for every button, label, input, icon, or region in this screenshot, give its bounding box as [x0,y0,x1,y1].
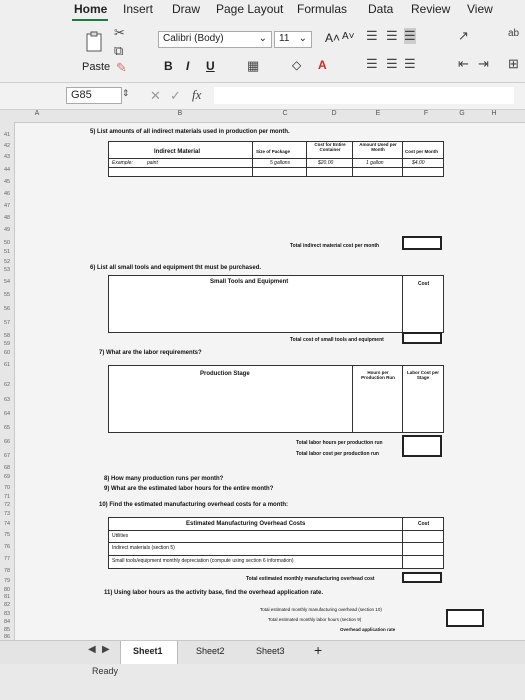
name-box[interactable] [66,87,122,104]
header-small-tools: Small Tools and Equipment [210,279,289,285]
tab-review[interactable]: Review [411,2,451,16]
overhead-row-materials: Indirect materials (section 5) [112,545,175,551]
table-divider [402,275,403,333]
row-number[interactable]: 83 [3,611,11,617]
row-number[interactable]: 56 [3,306,11,312]
header-indirect-material: Indirect Material [154,149,201,155]
confirm-button[interactable]: ✓ [170,88,181,103]
cancel-button[interactable]: ✕ [150,88,161,103]
row-number[interactable]: 74 [3,521,11,527]
outdent-icon[interactable]: ⇥ [478,56,489,71]
row-number[interactable]: 50 [3,240,11,246]
row-number[interactable]: 76 [3,544,11,550]
header-cost: Cost [418,281,430,287]
align-bottom-icon[interactable]: ☰ [404,28,416,43]
font-size-select[interactable] [274,31,312,48]
header-size-of-package: Size of Package [256,149,291,154]
column-g[interactable]: G [459,110,465,117]
table-divider [108,158,444,159]
total-labor-cells[interactable] [402,435,442,457]
question-5: 5) List amounts of all indirect materials used in production per month. [90,129,290,135]
row-number[interactable]: 66 [3,439,11,445]
row-number[interactable]: 65 [3,425,11,431]
row-number[interactable]: 47 [3,203,11,209]
sheet-tab-3[interactable]: Sheet3 [256,646,285,656]
name-box-chevron-icon[interactable]: ⇕ [122,88,130,98]
row-number[interactable]: 77 [3,556,11,562]
column-d[interactable]: D [331,110,337,117]
font-size-value: 11 [279,33,290,44]
row-number[interactable]: 52 [3,259,11,265]
row-number[interactable]: 54 [3,279,11,285]
table-divider [402,141,403,177]
table-divider [108,530,444,531]
row-number[interactable]: 42 [3,143,11,149]
align-middle-icon[interactable]: ☰ [386,28,398,43]
total-small-tools: Total cost of small tools and equipment [290,337,384,343]
row-number[interactable]: 86 [3,634,11,640]
question-9: 9) What are the estimated labor hours for the entire month? [104,486,274,492]
header-production-stage: Production Stage [200,371,250,377]
row-number[interactable]: 71 [3,494,11,500]
paste-button[interactable] [84,30,106,54]
row-number[interactable]: 69 [3,474,11,480]
row-number[interactable]: 41 [3,132,11,138]
align-left-icon[interactable]: ☰ [366,56,378,71]
total-labor-hours: Total labor hours per production run [296,440,383,446]
column-header [0,110,525,123]
question-8: 8) How many production runs per month? [104,476,224,482]
row-number[interactable]: 49 [3,227,11,233]
italic-button[interactable]: I [186,59,190,73]
fill-color-button[interactable]: ◇ [292,58,302,72]
question-6: 6) List all small tools and equipment tht must be purchased. [90,265,262,271]
indent-icon[interactable]: ⇤ [458,56,469,71]
borders-icon[interactable]: ▦ [247,58,260,73]
row-number[interactable]: 85 [3,627,11,633]
row-number[interactable]: 45 [3,179,11,185]
shrink-font-button[interactable]: A˅ [342,31,355,42]
table-divider [352,141,353,177]
row-number[interactable]: 68 [3,465,11,471]
total-indirect-material: Total indirect material cost per month [290,243,380,249]
table-divider [402,517,403,569]
row-number[interactable]: 64 [3,411,11,417]
chevron-down-icon: ⌄ [298,33,307,44]
grow-font-button[interactable]: A˄ [325,31,341,45]
formula-bar [0,82,525,110]
table-divider [306,141,307,177]
example-material: paint [147,160,158,166]
header-labor-cost: Labor Cost per Stage [406,370,439,380]
sheet-tab-2[interactable]: Sheet2 [196,646,225,656]
align-center-icon[interactable]: ☰ [386,56,398,71]
row-number[interactable]: 79 [3,578,11,584]
cut-icon[interactable]: ✂ [114,25,125,40]
row-number[interactable]: 60 [3,350,11,356]
sheet-tab-label: Sheet1 [133,646,163,656]
row-number[interactable]: 46 [3,191,11,197]
bold-button[interactable]: B [164,59,173,73]
row-number[interactable]: 82 [3,602,11,608]
row-number[interactable]: 67 [3,453,11,459]
font-color-button[interactable]: A [318,58,327,72]
example-amount: 1 gallon [366,160,384,166]
row-number[interactable]: 81 [3,594,11,600]
column-f[interactable]: F [423,110,429,117]
row-number[interactable]: 84 [3,619,11,625]
chevron-down-icon: ⌄ [258,33,267,44]
question-7: 7) What are the labor requirements? [99,350,202,356]
row-number[interactable]: 58 [3,333,11,339]
row-number[interactable]: 51 [3,249,11,255]
table-divider [108,555,444,556]
next-sheet-icon[interactable]: ▶ [102,644,110,655]
tab-insert[interactable]: Insert [123,2,154,16]
header-overhead-cost: Cost [418,521,430,527]
table-divider [402,365,403,433]
row-number[interactable]: 44 [3,167,11,173]
example-cost: $20.00 [318,160,334,166]
row-number[interactable]: 78 [3,568,11,574]
align-top-icon[interactable]: ☰ [366,28,378,43]
table-divider [108,542,444,543]
tab-page-layout[interactable]: Page Layout [216,2,284,16]
column-b[interactable]: B [177,110,183,117]
sheet-tab-active[interactable] [120,641,178,665]
example-label: Example: [112,160,133,166]
column-c[interactable]: C [282,110,288,117]
format-painter-icon[interactable]: ✎ [116,60,127,75]
table-divider [252,141,253,177]
active-tab-indicator [72,19,108,21]
overhead-rate-line-1: Total estimated monthly manufacturing overhead (section 10) [260,607,382,612]
overhead-row-utilities: Utilities [112,533,129,539]
font-name-select[interactable] [158,31,272,48]
paste-label: Paste [82,61,111,73]
total-small-tools-cell[interactable] [402,332,442,344]
overhead-rate-cell[interactable] [446,609,484,627]
row-number[interactable]: 59 [3,341,11,347]
tab-view[interactable]: View [467,2,493,16]
overhead-rate-line-3: Overhead application rate [340,627,396,632]
column-a[interactable]: A [34,110,40,117]
formula-input[interactable] [214,87,514,104]
status-text: Ready [92,666,119,676]
prev-sheet-icon[interactable]: ◀ [88,644,96,655]
copy-icon[interactable]: ⧉ [114,43,124,58]
tab-home[interactable]: Home [74,2,108,16]
table-divider [352,365,353,433]
add-sheet-button[interactable]: + [314,642,323,658]
overhead-row-tools: Small tools/equipment monthly depreciation (compute using section 6 information) [112,558,294,564]
clipboard-icon [84,30,106,54]
header-cost-container: Cost for Entire Container [314,142,346,152]
example-cost-month: $4.00 [412,160,425,166]
total-indirect-material-cell[interactable] [402,236,442,250]
insert-function-button[interactable]: fx [192,87,202,102]
tab-formulas[interactable]: Formulas [297,2,348,16]
question-11: 11) Using labor hours as the activity base, find the overhead application rate. [104,590,324,596]
header-overhead: Estimated Manufacturing Overhead Costs [186,521,306,527]
orientation-icon[interactable]: ↗ [458,28,469,43]
underline-button[interactable]: U [206,59,215,73]
spelling-button[interactable]: ab [508,28,520,39]
header-cost-per-month: Cost per Month [405,149,438,154]
row-header [0,122,15,640]
total-overhead-cell[interactable] [402,572,442,583]
cell-reference: G85 [71,89,92,101]
tab-draw[interactable]: Draw [172,2,201,16]
row-number[interactable]: 62 [3,382,11,388]
sheet-tab-bar [0,640,525,665]
total-overhead: Total estimated monthly manufacturing overhead cost [246,576,375,582]
row-number[interactable]: 61 [3,362,11,368]
overhead-rate-line-2: Total estimated monthly labor hours (section 9) [268,617,362,622]
tab-data[interactable]: Data [368,2,394,16]
row-number[interactable]: 75 [3,532,11,538]
row-number[interactable]: 43 [3,154,11,160]
font-name-value: Calibri (Body) [163,33,224,44]
row-number[interactable]: 80 [3,587,11,593]
header-amount-used: Amount Used per Month [359,142,397,152]
column-h[interactable]: H [491,110,497,117]
example-size: 5 gallons [270,160,291,166]
row-number[interactable]: 57 [3,320,11,326]
question-10: 10) Find the estimated manufacturing overhead costs for a month: [99,502,289,508]
row-number[interactable]: 55 [3,292,11,298]
wrap-text-icon[interactable]: ⊞ [508,56,519,71]
row-number[interactable]: 73 [3,511,11,517]
ribbon [0,0,525,82]
row-number[interactable]: 72 [3,502,11,508]
status-bar [0,664,525,700]
table-divider [108,167,444,168]
row-number[interactable]: 48 [3,215,11,221]
column-e[interactable]: E [375,110,381,117]
row-number[interactable]: 63 [3,397,11,403]
total-labor-cost: Total labor cost per production run [296,451,379,457]
row-number[interactable]: 70 [3,485,11,491]
align-right-icon[interactable]: ☰ [404,56,416,71]
row-number[interactable]: 53 [3,267,11,273]
header-hours-per-run: Hours per Production Run [361,370,395,380]
